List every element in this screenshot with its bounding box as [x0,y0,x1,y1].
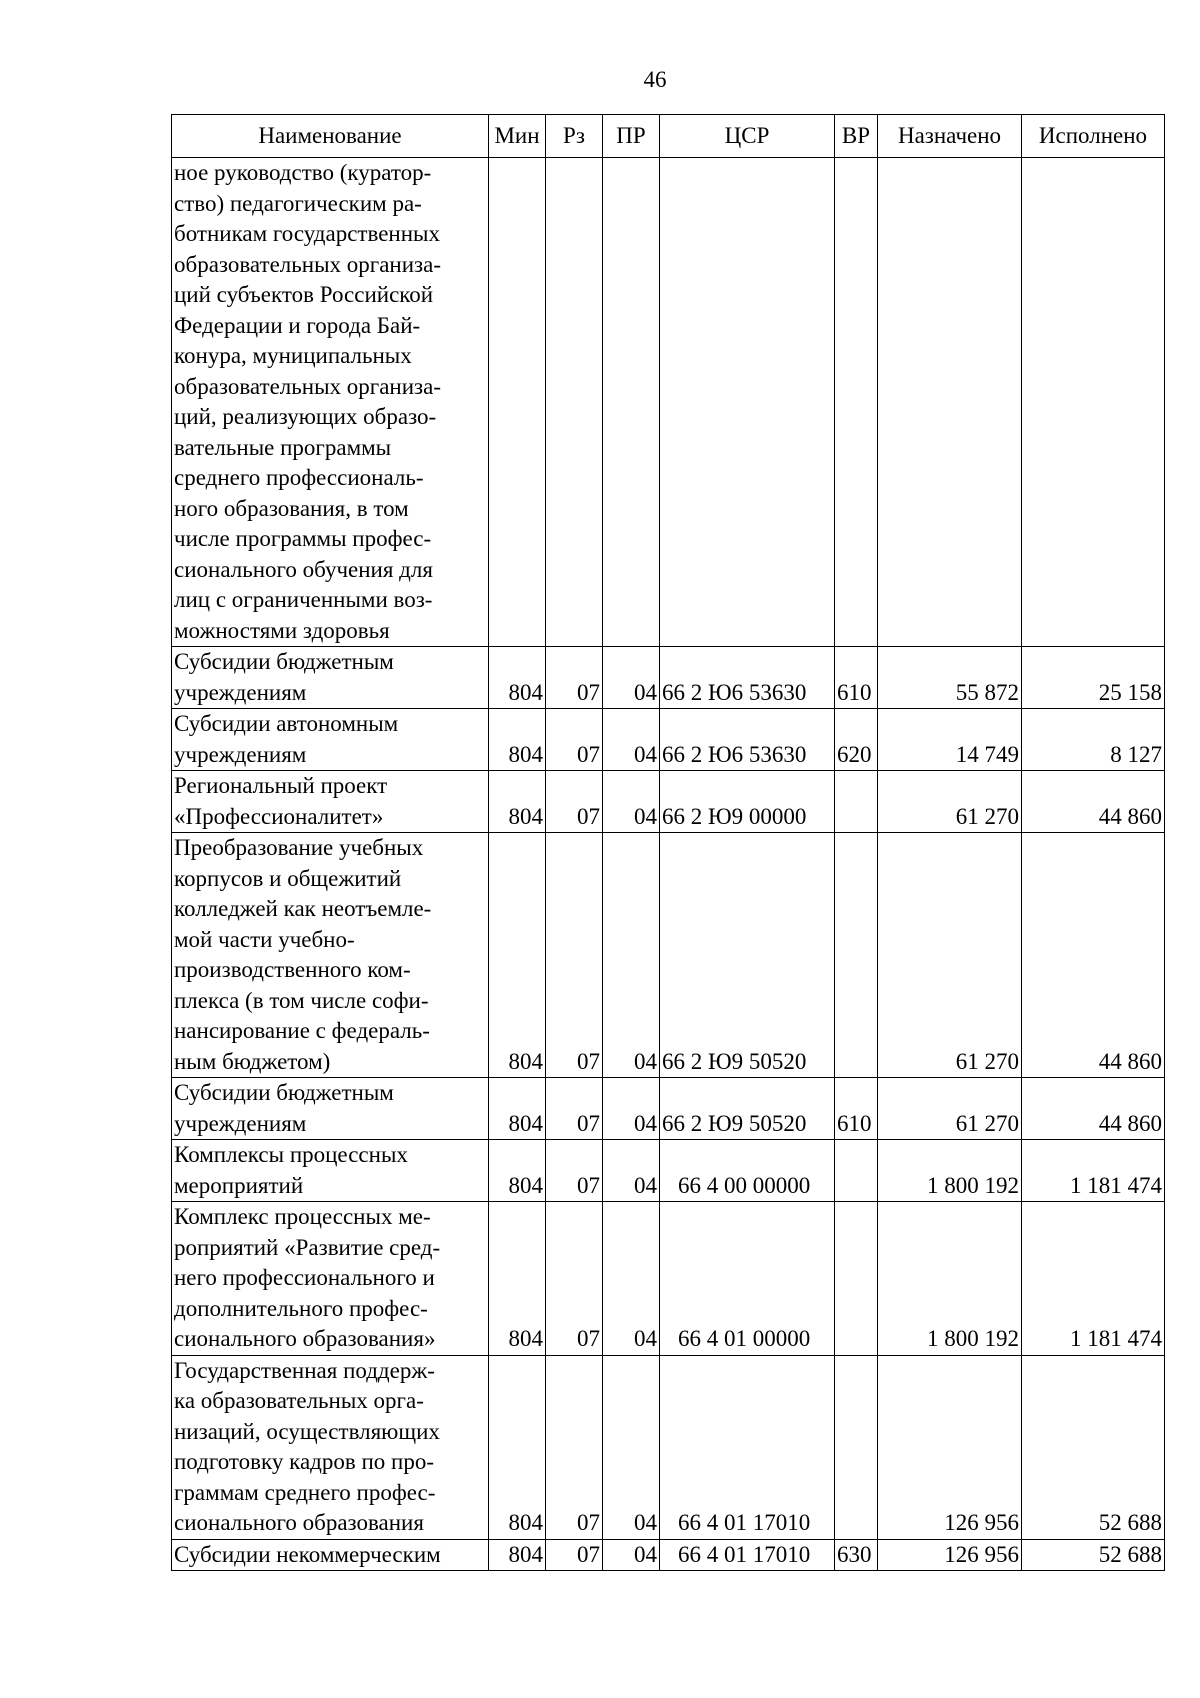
row-name [172,1355,489,1539]
row-csr [660,158,835,647]
row-name-line: «Профессионалитет» [174,803,384,829]
budget-table [171,114,1165,1571]
table-row [172,158,1165,647]
row-pr: 04 [603,647,660,709]
row-name-line: можностями здоровья [174,617,390,643]
row-name-line: вательные программы [174,434,392,460]
row-vr [835,1355,878,1539]
row-name-line: числе программы профес- [174,526,432,551]
row-executed: 1 181 474 [1022,1140,1165,1202]
table-header-row [172,115,1165,158]
row-name-line: ным бюджетом) [174,1048,331,1074]
row-name-line: учреждениям [174,679,307,705]
row-pr: 04 [603,1202,660,1356]
row-vr [835,1140,878,1202]
row-pr: 04 [603,709,660,771]
row-rz [546,158,603,647]
row-name-line: Государственная поддерж- [174,1357,435,1383]
row-assigned: 1 800 192 [878,1202,1022,1356]
row-name-line: Федерации и города Бай- [174,312,421,338]
header-min: Мин [489,115,546,158]
row-executed: 44 860 [1022,771,1165,833]
row-name-line: нансирование с федераль- [174,1018,430,1043]
row-rz: 07 [546,1355,603,1539]
row-pr: 04 [603,771,660,833]
row-rz: 07 [546,1140,603,1202]
row-rz: 07 [546,1078,603,1140]
header-assigned: Назначено [878,115,1022,158]
row-vr: 610 [835,1078,878,1140]
row-name-line: мероприятий [174,1172,304,1198]
row-csr: 66 4 00 00000 [660,1140,835,1202]
row-csr: 66 4 01 00000 [660,1202,835,1356]
row-name [172,833,489,1078]
row-name-line: сионального обучения для [174,556,433,582]
row-vr: 620 [835,709,878,771]
row-assigned [878,158,1022,647]
row-name-line: ное руководство (куратор- [174,160,432,185]
row-name-line: ного образования, в том [174,495,409,521]
row-name-line: Субсидии бюджетным [174,1080,394,1105]
row-rz: 07 [546,1539,603,1571]
row-name [172,1539,489,1571]
row-name [172,647,489,709]
row-name-line: среднего профессиональ- [174,465,424,490]
row-executed: 44 860 [1022,833,1165,1078]
header-vr: ВР [835,115,878,158]
row-name-line: Субсидии автономным [174,711,399,736]
row-pr: 04 [603,1539,660,1571]
row-assigned: 61 270 [878,1078,1022,1140]
row-min: 804 [489,771,546,833]
table-row [172,1355,1165,1539]
table-body [172,158,1165,1571]
row-min: 804 [489,1078,546,1140]
row-name-line: ботникам государственных [174,221,440,246]
table-row [172,1539,1165,1571]
row-rz: 07 [546,833,603,1078]
row-name-line: низаций, осуществляющих [174,1418,440,1444]
row-name-line: граммам среднего профес- [174,1479,436,1505]
row-name-line: производственного ком- [174,957,411,982]
row-name-line: Преобразование учебных [174,835,424,860]
table-row [172,771,1165,833]
table-row [172,647,1165,709]
row-min: 804 [489,1539,546,1571]
row-csr: 66 2 Ю6 53630 [660,647,835,709]
row-assigned: 61 270 [878,833,1022,1078]
row-assigned: 126 956 [878,1539,1022,1571]
header-pr: ПР [603,115,660,158]
row-executed: 8 127 [1022,709,1165,771]
row-name-line: роприятий «Развитие сред- [174,1234,441,1260]
row-executed: 52 688 [1022,1539,1165,1571]
row-name-line: Комплекс процессных ме- [174,1204,431,1229]
row-rz: 07 [546,709,603,771]
row-executed: 1 181 474 [1022,1202,1165,1356]
row-name-line: подготовку кадров по про- [174,1449,434,1474]
row-name-line: конура, муниципальных [174,343,412,368]
row-name-line: ство) педагогическим ра- [174,190,422,216]
row-name-line: образовательных организа- [174,373,441,399]
row-assigned: 55 872 [878,647,1022,709]
row-name [172,709,489,771]
row-name [172,771,489,833]
row-min: 804 [489,1140,546,1202]
row-vr: 610 [835,647,878,709]
row-name-line: образовательных организа- [174,251,441,277]
row-name-line: Региональный проект [174,773,388,798]
row-assigned: 1 800 192 [878,1140,1022,1202]
row-pr: 04 [603,1355,660,1539]
row-name-line: лиц с ограниченными воз- [174,587,433,612]
row-pr: 04 [603,1140,660,1202]
row-csr: 66 2 Ю9 50520 [660,833,835,1078]
row-rz: 07 [546,771,603,833]
row-name-line: Субсидии некоммерческим [174,1541,441,1567]
row-name-line: Субсидии бюджетным [174,649,394,674]
table-row [172,1140,1165,1202]
row-name-line: сионального образования» [174,1326,436,1351]
row-name-line: Комплексы процессных [174,1142,408,1167]
row-min: 804 [489,709,546,771]
row-vr: 630 [835,1539,878,1571]
row-csr: 66 2 Ю9 00000 [660,771,835,833]
table-row [172,833,1165,1078]
row-name-line: ка образовательных орга- [174,1388,424,1413]
row-assigned: 14 749 [878,709,1022,771]
row-name-line: ций, реализующих образо- [174,404,437,429]
row-vr [835,1202,878,1356]
table-row [172,709,1165,771]
header-rz: Рз [546,115,603,158]
row-pr: 04 [603,833,660,1078]
row-pr: 04 [603,1078,660,1140]
row-name-line: учреждениям [174,741,307,767]
row-csr: 66 4 01 17010 [660,1355,835,1539]
row-min: 804 [489,833,546,1078]
row-csr: 66 2 Ю6 53630 [660,709,835,771]
row-pr [603,158,660,647]
row-name [172,158,489,647]
row-vr [835,771,878,833]
row-executed: 44 860 [1022,1078,1165,1140]
row-min: 804 [489,1202,546,1356]
row-csr: 66 4 01 17010 [660,1539,835,1571]
row-assigned: 61 270 [878,771,1022,833]
row-name-line: колледжей как неотъемле- [174,896,432,921]
row-name-line: корпусов и общежитий [174,865,402,891]
row-name [172,1078,489,1140]
row-rz: 07 [546,1202,603,1356]
row-vr [835,158,878,647]
row-name [172,1140,489,1202]
header-name: Наименование [172,115,489,158]
table-row [172,1202,1165,1356]
row-min: 804 [489,1355,546,1539]
row-name-line: дополнительного профес- [174,1295,428,1321]
table-row [172,1078,1165,1140]
row-min [489,158,546,647]
row-name-line: него профессионального и [174,1265,435,1290]
row-name-line: учреждениям [174,1110,307,1136]
row-vr [835,833,878,1078]
row-rz: 07 [546,647,603,709]
row-name-line: сионального образования [174,1510,424,1535]
row-min: 804 [489,647,546,709]
header-csr: ЦСР [660,115,835,158]
row-csr: 66 2 Ю9 50520 [660,1078,835,1140]
page-number: 46 [643,67,667,92]
row-name-line: ций субъектов Российской [174,282,434,307]
row-name [172,1202,489,1356]
row-name-line: плекса (в том числе софи- [174,987,429,1013]
header-executed: Исполнено [1022,115,1165,158]
row-name-line: мой части учебно- [174,926,355,952]
row-assigned: 126 956 [878,1355,1022,1539]
row-executed: 25 158 [1022,647,1165,709]
row-executed [1022,158,1165,647]
row-executed: 52 688 [1022,1355,1165,1539]
